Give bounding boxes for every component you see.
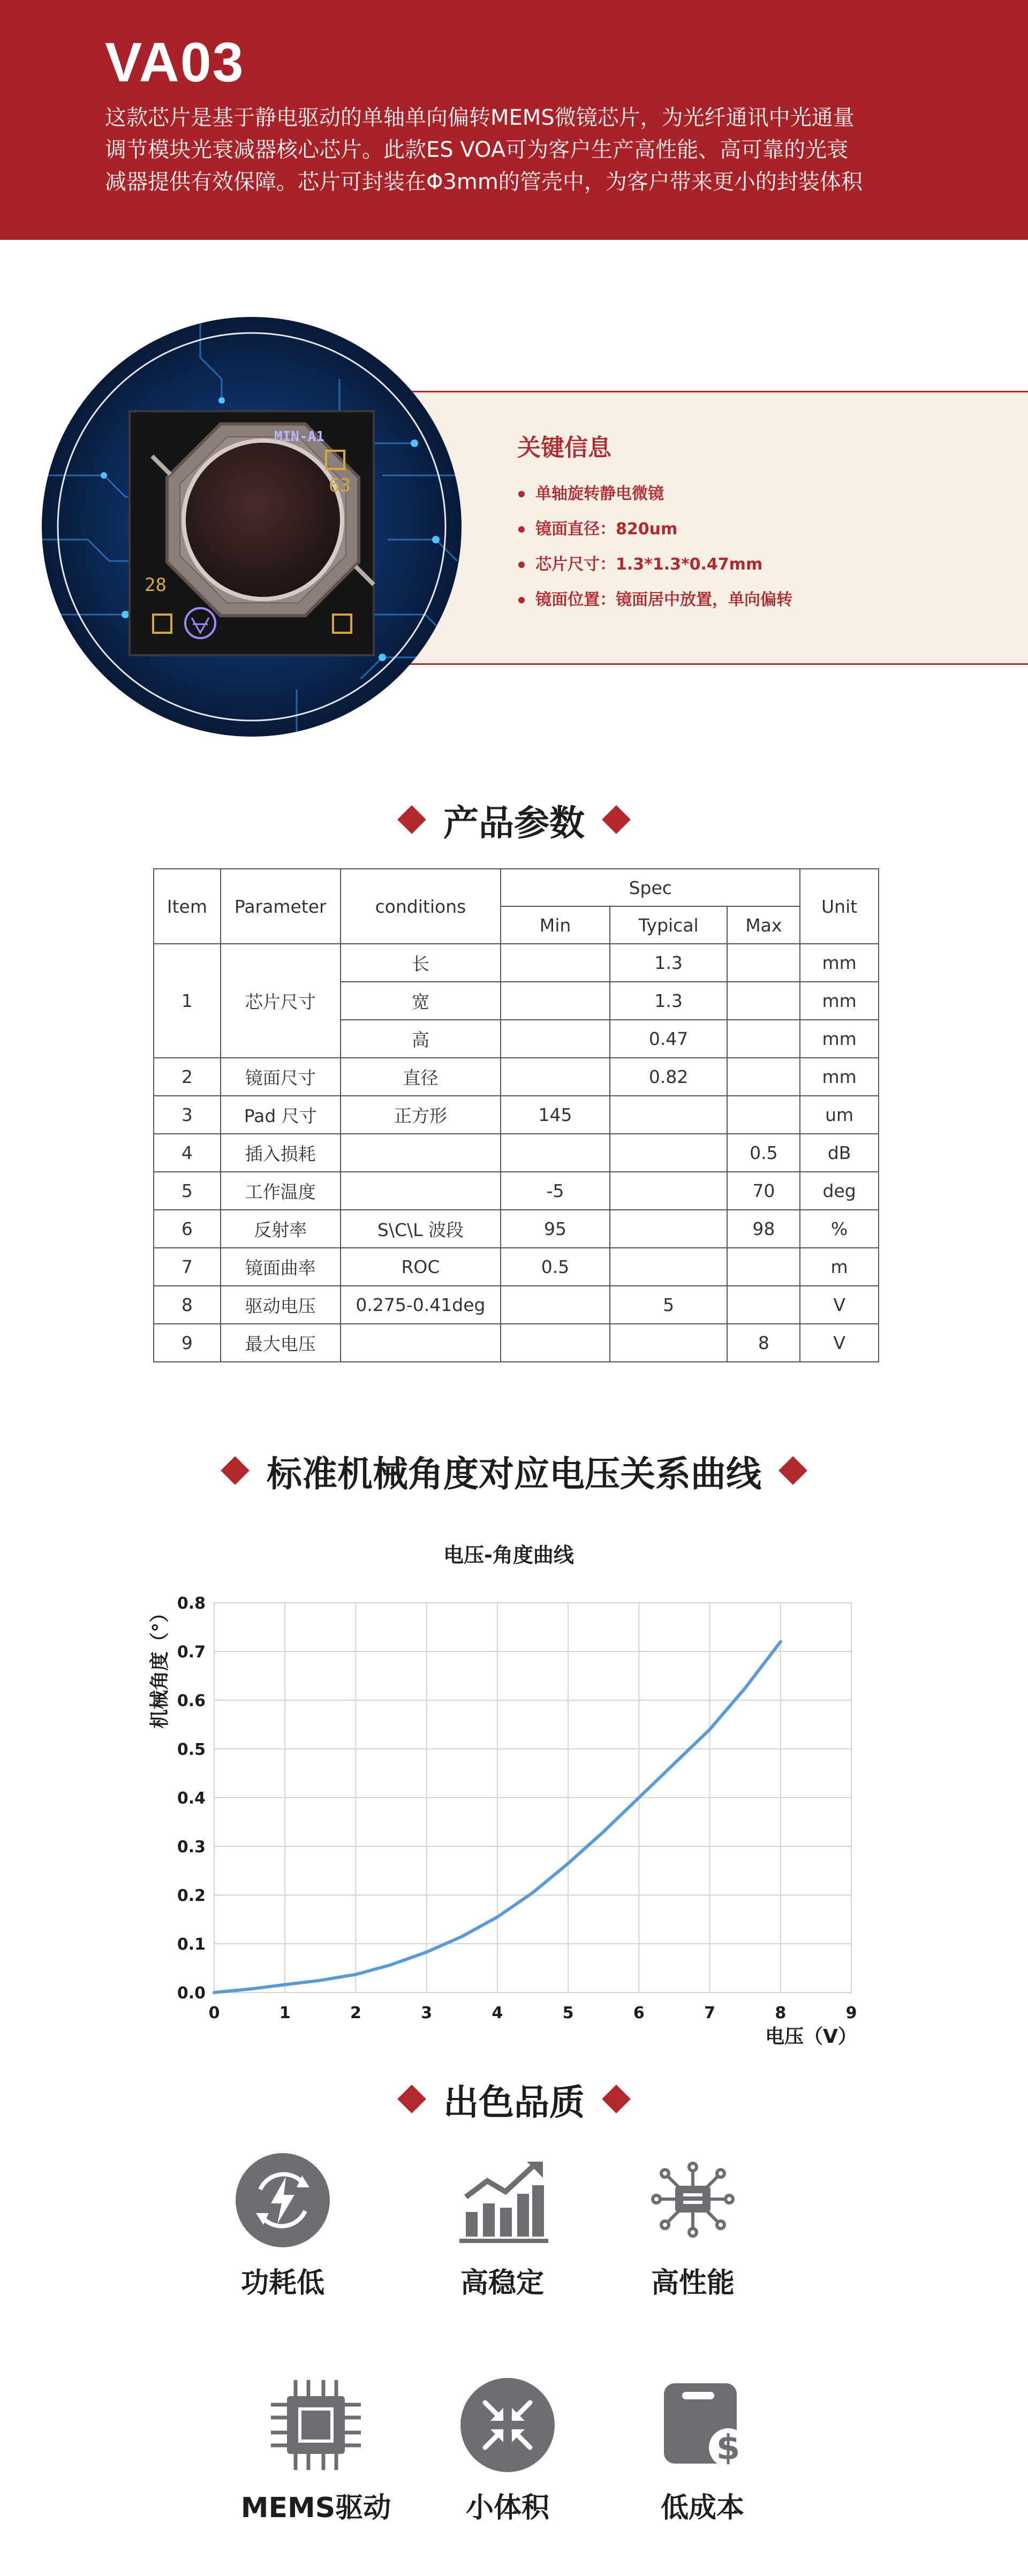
feature-small-size — [417, 2377, 599, 2525]
table-row — [154, 1058, 879, 1096]
chart-ticks — [177, 1594, 857, 2022]
mirror — [184, 441, 342, 599]
table-row — [154, 944, 879, 982]
y-axis-label: 机械角度（°） — [149, 1603, 171, 1729]
x-tick-label: 2 — [350, 2004, 361, 2022]
low-power-icon — [235, 2152, 331, 2248]
chip-marking-right: 63 — [329, 475, 351, 496]
cell-parameter: 镜面曲率 — [221, 1248, 341, 1286]
key-info-top-rule — [375, 391, 1028, 392]
key-info-list — [517, 476, 792, 618]
y-tick-label: 0.3 — [177, 1838, 206, 1857]
cell-condition — [341, 1134, 501, 1172]
header-parameter: Parameter — [221, 869, 341, 944]
cell-parameter: 镜面尺寸 — [221, 1058, 341, 1096]
cell-parameter: 反射率 — [221, 1210, 341, 1248]
feature-label: 高稳定 — [460, 2267, 544, 2299]
table-row — [154, 1134, 879, 1172]
table-row — [154, 1286, 879, 1324]
cell-min — [501, 982, 610, 1020]
diamond-icon — [397, 805, 426, 834]
cell-parameter: 芯片尺寸 — [221, 944, 341, 1058]
cell-item: 9 — [154, 1324, 221, 1362]
diamond-icon — [602, 805, 631, 834]
table-row — [154, 1248, 879, 1286]
key-info-item: 芯片尺寸：1.3*1.3*0.47mm — [517, 547, 792, 582]
cell-unit: dB — [800, 1134, 879, 1172]
cell-condition: 正方形 — [341, 1096, 501, 1134]
cell-item: 7 — [154, 1248, 221, 1286]
feature-label: MEMS驱动 — [240, 2492, 391, 2524]
chart-title: 电压-角度曲线 — [443, 1543, 574, 1567]
x-tick-label: 5 — [562, 2004, 574, 2022]
chip-photo — [40, 315, 464, 739]
cell-condition: 0.275-0.41deg — [341, 1286, 501, 1324]
cell-max — [727, 1058, 800, 1096]
compress-icon — [459, 2377, 556, 2473]
feature-low-power — [192, 2152, 374, 2300]
header-unit: Unit — [800, 869, 879, 944]
cell-max — [727, 982, 800, 1020]
key-info-title: 关键信息 — [517, 434, 611, 461]
table-header-row — [154, 869, 879, 906]
header-typical: Typical — [610, 906, 728, 944]
cell-max — [727, 1248, 800, 1286]
cell-min — [501, 1286, 610, 1324]
cell-typical — [610, 1134, 728, 1172]
y-tick-label: 0.7 — [177, 1643, 206, 1662]
diamond-icon — [397, 2085, 426, 2113]
cell-condition — [341, 1172, 501, 1210]
feature-label: 高性能 — [651, 2267, 735, 2299]
cell-min — [501, 1020, 610, 1058]
cell-parameter: 最大电压 — [221, 1324, 341, 1362]
cell-unit: um — [800, 1096, 879, 1134]
cell-condition: 长 — [341, 944, 501, 982]
cell-unit: V — [800, 1286, 879, 1324]
feature-label: 小体积 — [465, 2492, 549, 2524]
cell-typical: 0.82 — [610, 1058, 728, 1096]
y-tick-label: 0.6 — [177, 1692, 206, 1710]
x-tick-label: 4 — [492, 2004, 503, 2022]
cell-min — [501, 1058, 610, 1096]
cost-wallet-icon — [654, 2377, 751, 2473]
y-tick-label: 0.0 — [177, 1984, 206, 2003]
chip-photo-svg — [40, 315, 464, 739]
cell-typical: 1.3 — [610, 982, 728, 1020]
cell-max — [727, 1286, 800, 1324]
cell-max — [727, 1020, 800, 1058]
header-spec: Spec — [501, 869, 800, 906]
cell-unit: mm — [800, 1058, 879, 1096]
cell-item: 4 — [154, 1134, 221, 1172]
cell-parameter: 驱动电压 — [221, 1286, 341, 1324]
cell-max: 70 — [727, 1172, 800, 1210]
params-title-text: 产品参数 — [443, 802, 585, 844]
cell-min: 95 — [501, 1210, 610, 1248]
table-row — [154, 1096, 879, 1134]
feature-low-cost — [611, 2377, 793, 2525]
cell-condition: 直径 — [341, 1058, 501, 1096]
key-info-item: 镜面直径：820um — [517, 512, 792, 547]
cell-typical — [610, 1172, 728, 1210]
diamond-icon — [602, 2085, 631, 2113]
cell-condition: S\C\L 波段 — [341, 1210, 501, 1248]
cell-condition: 高 — [341, 1020, 501, 1058]
mems-chip-icon — [268, 2377, 364, 2473]
product-description: 这款芯片是基于静电驱动的单轴单向偏转MEMS微镜芯片，为光纤通讯中光通量调节模块光衰减器核心芯片。此款ES VOA可为客户生产高性能、高可靠的光衰减器提供有效保障。芯片可封装在Φ3mm的管壳中，为客户带来更小的封装体积 — [105, 105, 863, 194]
x-axis-label: 电压（V） — [765, 2026, 857, 2048]
y-tick-label: 0.2 — [177, 1886, 206, 1905]
cell-condition: 宽 — [341, 982, 501, 1020]
cell-typical: 5 — [610, 1286, 728, 1324]
cell-unit: % — [800, 1210, 879, 1248]
x-tick-label: 8 — [775, 2004, 787, 2022]
cell-typical — [610, 1248, 728, 1286]
curve-section-title — [0, 1445, 1028, 1496]
svg-text:$: $ — [716, 2428, 740, 2468]
cell-max: 0.5 — [727, 1134, 800, 1172]
cell-item: 1 — [154, 944, 221, 1058]
cell-unit: mm — [800, 944, 879, 982]
cell-typical: 1.3 — [610, 944, 728, 982]
quality-section-title — [0, 2074, 1028, 2125]
x-tick-label: 1 — [279, 2004, 291, 2022]
header-conditions: conditions — [341, 869, 501, 944]
cell-min: 145 — [501, 1096, 610, 1134]
params-section-title — [0, 794, 1028, 845]
y-tick-label: 0.1 — [177, 1935, 206, 1954]
chart-svg — [134, 1532, 883, 2057]
cell-parameter: 工作温度 — [221, 1172, 341, 1210]
cell-typical — [610, 1096, 728, 1134]
x-tick-label: 9 — [845, 2004, 857, 2022]
params-table — [153, 868, 879, 1362]
table-row — [154, 1172, 879, 1210]
cell-item: 6 — [154, 1210, 221, 1248]
curve-title-text: 标准机械角度对应电压关系曲线 — [267, 1453, 761, 1495]
stability-chart-icon — [454, 2152, 550, 2248]
y-tick-label: 0.8 — [177, 1594, 206, 1613]
cell-item: 8 — [154, 1286, 221, 1324]
header-item: Item — [154, 869, 221, 944]
feature-high-stability — [411, 2152, 593, 2300]
chip-marking-top: MIN-A1 — [274, 429, 324, 445]
cell-unit: mm — [800, 1020, 879, 1058]
feature-label: 低成本 — [660, 2492, 744, 2524]
cell-item: 3 — [154, 1096, 221, 1134]
quality-title-text: 出色品质 — [443, 2082, 585, 2123]
header-max: Max — [727, 906, 800, 944]
key-info-item: 镜面位置：镜面居中放置，单向偏转 — [517, 582, 792, 618]
cell-condition — [341, 1324, 501, 1362]
cell-parameter: Pad 尺寸 — [221, 1096, 341, 1134]
y-tick-label: 0.4 — [177, 1789, 206, 1808]
product-model: VA03 — [105, 32, 245, 94]
x-tick-label: 7 — [704, 2004, 715, 2022]
cell-unit: m — [800, 1248, 879, 1286]
key-info-bottom-rule — [375, 663, 1028, 665]
cell-max — [727, 1096, 800, 1134]
header-banner — [0, 0, 1028, 240]
cell-item: 2 — [154, 1058, 221, 1096]
cell-min — [501, 1324, 610, 1362]
chart-grid — [214, 1603, 851, 1992]
cell-parameter: 插入损耗 — [221, 1134, 341, 1172]
voltage-angle-chart — [134, 1532, 883, 2057]
diamond-icon — [778, 1456, 807, 1485]
diamond-icon — [221, 1456, 250, 1485]
cell-max: 8 — [727, 1324, 800, 1362]
table-row — [154, 1210, 879, 1248]
header-min: Min — [501, 906, 610, 944]
cell-min: 0.5 — [501, 1248, 610, 1286]
cell-min — [501, 944, 610, 982]
cell-typical: 0.47 — [610, 1020, 728, 1058]
cell-item: 5 — [154, 1172, 221, 1210]
cell-max: 98 — [727, 1210, 800, 1248]
performance-chip-icon — [645, 2152, 741, 2248]
cell-unit: deg — [800, 1172, 879, 1210]
y-tick-label: 0.5 — [177, 1740, 206, 1759]
feature-mems-drive — [225, 2377, 407, 2525]
cell-min — [501, 1134, 610, 1172]
feature-label: 功耗低 — [240, 2267, 324, 2299]
cell-typical — [610, 1324, 728, 1362]
cell-max — [727, 944, 800, 982]
table-row — [154, 1324, 879, 1362]
cell-typical — [610, 1210, 728, 1248]
x-tick-label: 6 — [633, 2004, 645, 2022]
cell-min: -5 — [501, 1172, 610, 1210]
x-tick-label: 0 — [208, 2004, 220, 2022]
cell-unit: V — [800, 1324, 879, 1362]
feature-high-performance — [602, 2152, 784, 2300]
cell-condition: ROC — [341, 1248, 501, 1286]
cell-unit: mm — [800, 982, 879, 1020]
key-info-item: 单轴旋转静电微镜 — [517, 476, 792, 512]
x-tick-label: 3 — [421, 2004, 433, 2022]
chip-marking-left: 28 — [145, 574, 167, 596]
